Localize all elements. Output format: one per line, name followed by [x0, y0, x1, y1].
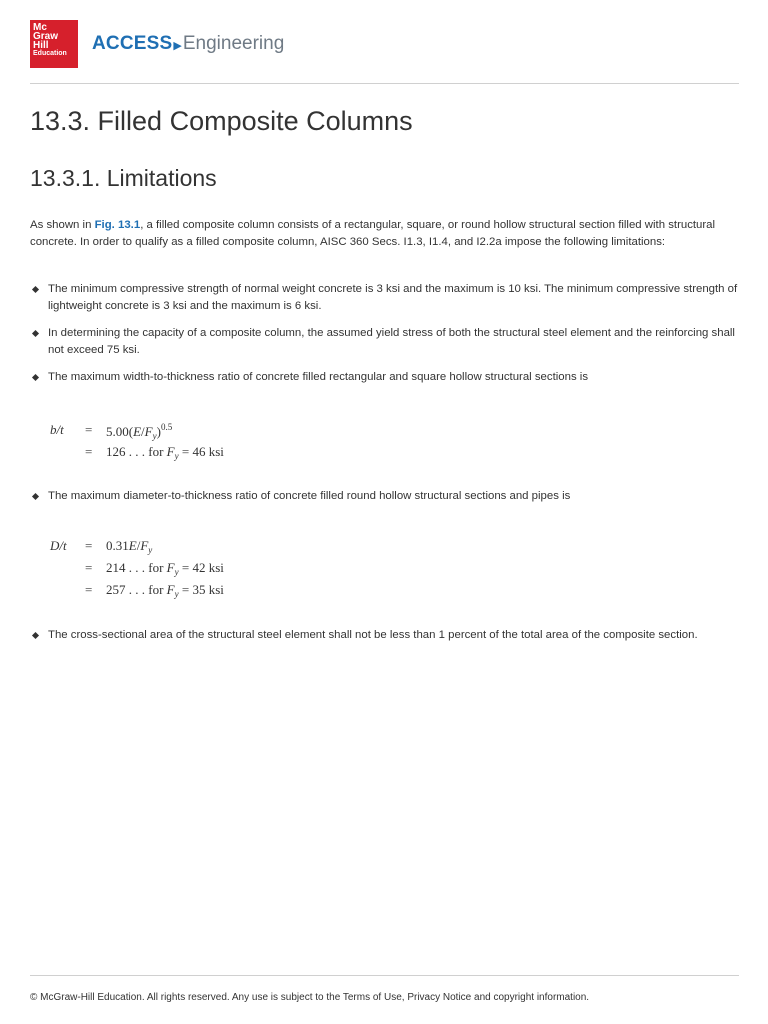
- list-item: [30, 369, 738, 386]
- list-item: [30, 281, 738, 315]
- logo-line: Hill: [33, 40, 49, 51]
- logo-line: Mc: [33, 22, 47, 33]
- logo-line: Education: [33, 50, 67, 57]
- logo-line: Graw: [33, 31, 59, 42]
- intro-paragraph: [30, 217, 738, 251]
- section-title: 13.3.1. Limitations: [30, 165, 217, 191]
- equation-ksi: 46: [192, 444, 206, 459]
- list-item-text: The maximum width-to-thickness ratio of concrete filled rectangular and square hollow structural sections is: [48, 371, 589, 383]
- list-item: [30, 488, 738, 505]
- list-item: [30, 627, 738, 644]
- bullet-icon: [32, 330, 39, 337]
- bullet-icon: [32, 286, 39, 293]
- footer-divider: [30, 975, 739, 976]
- list-item-text: The maximum diameter-to-thickness ratio of concrete filled round hollow structural sections and pipes is: [48, 490, 571, 502]
- header-divider: [30, 83, 739, 84]
- page-title: 13.3. Filled Composite Columns: [30, 106, 413, 136]
- access-engineering-logo[interactable]: [92, 32, 284, 58]
- equation-coef: 0.31: [106, 538, 129, 553]
- bullet-icon: [32, 632, 39, 639]
- intro-text: As shown in: [30, 219, 95, 231]
- play-arrow-icon: ▶: [173, 40, 182, 52]
- equation-lhs: D/t: [50, 538, 67, 553]
- brand-access: ACCESS: [92, 33, 173, 54]
- figure-link[interactable]: Fig. 13.1: [94, 219, 141, 231]
- bullet-icon: [32, 493, 39, 500]
- copyright-footer: © McGraw-Hill Education. All rights reserved. Any use is subject to the Terms of Use, Privacy Notice and copyright information.: [30, 992, 590, 1003]
- list-item-text: In determining the capacity of a composite column, the assumed yield stress of both the structural steel element and the reinforcing shall not exceed 75 ksi.: [48, 327, 735, 356]
- equation-value: 214: [106, 560, 126, 575]
- equation-ksi: 35: [192, 582, 206, 597]
- list-item: [30, 325, 738, 359]
- equation-ksi: 42: [192, 560, 206, 575]
- intro-text-cont: , a filled composite column consists of a rectangular, square, or round hollow structural section filled with structural concrete. In order to qualify as a filled composite column, AISC 360 Secs. I1.3, I1.4, and I2.2a impose the following limitations:: [30, 219, 716, 248]
- equation-value: 257: [106, 582, 126, 597]
- site-header: [30, 20, 740, 70]
- equation-exponent: 0.5: [160, 422, 173, 432]
- brand-engineering: Engineering: [182, 33, 285, 54]
- list-item-text: The cross-sectional area of the structural steel element shall not be less than 1 percent of the total area of the composite section.: [48, 629, 698, 641]
- equation-value: 126: [106, 444, 126, 459]
- mcgraw-hill-logo[interactable]: [30, 20, 78, 68]
- equation-coef: 5.00: [106, 424, 129, 439]
- equation-lhs: b/t: [50, 422, 64, 437]
- list-item-text: The minimum compressive strength of normal weight concrete is 3 ksi and the maximum is 10 ksi. The minimum compressive strength of lightweight concrete is 3 ksi and the maximum is 6 ksi.: [48, 283, 738, 312]
- bullet-icon: [32, 374, 39, 381]
